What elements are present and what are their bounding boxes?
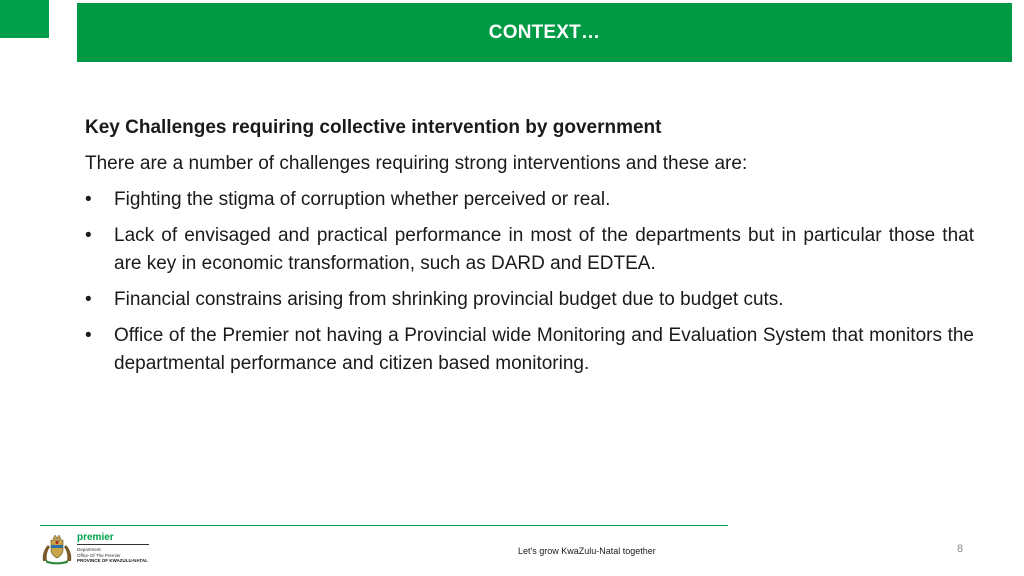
bullet-icon: • bbox=[85, 189, 92, 210]
bullet-icon: • bbox=[85, 289, 92, 310]
list-item-text: Fighting the stigma of corruption whether perceived or real. bbox=[114, 189, 611, 210]
corner-accent-square bbox=[0, 0, 49, 38]
logo-province-name: PROVINCE OF KWAZULU-NATAL bbox=[77, 558, 148, 563]
footer-divider bbox=[40, 525, 728, 526]
premier-logo bbox=[40, 531, 160, 565]
logo-text bbox=[77, 532, 161, 564]
list-item bbox=[85, 286, 974, 314]
content-body bbox=[85, 114, 974, 386]
logo-department-name: Office Of The Premier bbox=[77, 552, 121, 558]
slide-title: CONTEXT… bbox=[488, 21, 601, 43]
list-item-text: Financial constrains arising from shrinking provincial budget due to budget cuts. bbox=[114, 289, 784, 310]
content-heading: Key Challenges requiring collective intervention by government bbox=[85, 117, 662, 138]
list-item bbox=[85, 322, 974, 378]
header-bar bbox=[77, 3, 1012, 62]
footer-tagline: Let's grow KwaZulu-Natal together bbox=[518, 546, 656, 556]
logo-name: premier bbox=[77, 532, 114, 543]
challenges-list bbox=[85, 186, 974, 378]
page-number: 8 bbox=[957, 543, 964, 555]
logo-department-label: Department: bbox=[77, 547, 102, 552]
bullet-icon: • bbox=[85, 325, 92, 346]
content-intro: There are a number of challenges requiring strong interventions and these are: bbox=[85, 153, 748, 174]
logo-rule bbox=[77, 544, 149, 545]
list-item-text: Office of the Premier not having a Provincial wide Monitoring and Evaluation System that monitors the departmental performance and citizen based monitoring. bbox=[114, 325, 974, 374]
list-item bbox=[85, 222, 974, 278]
list-item-text: Lack of envisaged and practical performance in most of the departments but in particular those that are key in economic transformation, such as DARD and EDTEA. bbox=[114, 225, 974, 274]
coat-of-arms-icon bbox=[40, 531, 74, 565]
bullet-icon: • bbox=[85, 225, 92, 246]
list-item bbox=[85, 186, 974, 214]
